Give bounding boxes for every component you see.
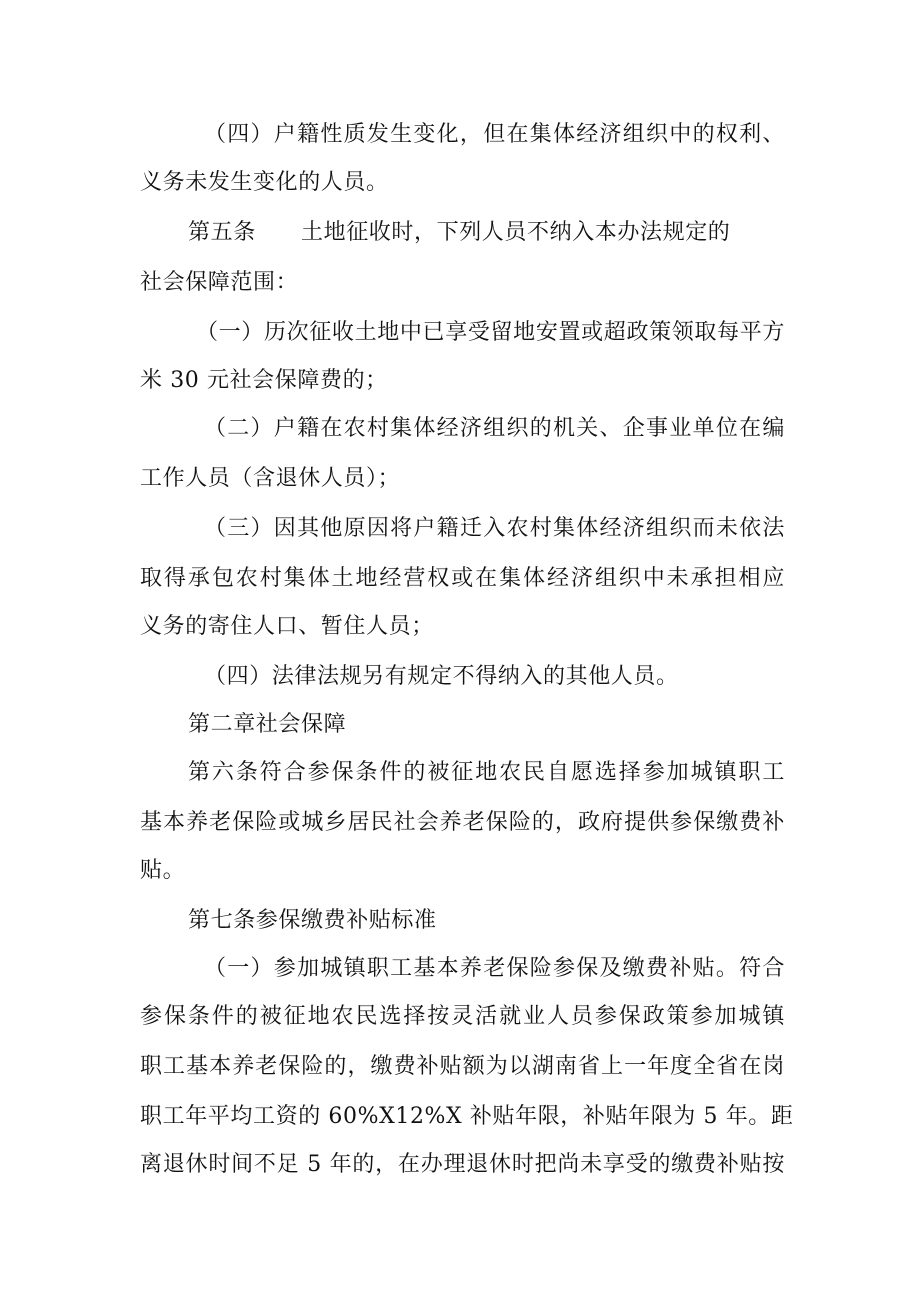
paragraph-line: 义务的寄住人口、暂住人员； xyxy=(140,614,434,639)
paragraph-line: （四）法律法规另有规定不得纳入的其他人员。 xyxy=(204,664,679,689)
article-heading: 第七条参保缴费补贴标准 xyxy=(188,908,437,933)
paragraph-line: 工作人员（含退休人员）； xyxy=(140,466,401,491)
paragraph-line: （四）户籍性质发生变化，但在集体经济组织中的权利、 xyxy=(204,122,785,147)
paragraph-line: 米 30 元社会保障费的； xyxy=(140,368,388,393)
paragraph-line: （一）参加城镇职工基本养老保险参保及缴费补贴。符合 xyxy=(204,956,785,981)
article-heading: 第六条符合参保条件的被征地农民自愿选择参加城镇职工 xyxy=(188,760,785,785)
article-heading: 第五条 土地征收时，下列人员不纳入本办法规定的 xyxy=(188,220,731,245)
paragraph-line: （二）户籍在农村集体经济组织的机关、企事业单位在编 xyxy=(204,416,785,441)
paragraph-line: （一）历次征收土地中已享受留地安置或超政策领取每平方 xyxy=(196,320,785,345)
paragraph-line: 职工年平均工资的 60%X12%X 补贴年限，补贴年限为 5 年。距 xyxy=(140,1104,794,1129)
paragraph-line: 职工基本养老保险的，缴费补贴额为以湖南省上一年度全省在岗 xyxy=(140,1054,785,1079)
paragraph-line: 离退休时间不足 5 年的，在办理退休时把尚未享受的缴费补贴按 xyxy=(140,1152,785,1177)
paragraph-line: 社会保障范围： xyxy=(140,270,299,295)
paragraph-line: 贴。 xyxy=(140,858,186,883)
chapter-heading: 第二章社会保障 xyxy=(188,712,347,737)
paragraph-line: 取得承包农村集体土地经营权或在集体经济组织中未承担相应 xyxy=(140,566,785,591)
paragraph-line: 参保条件的被征地农民选择按灵活就业人员参保政策参加城镇 xyxy=(140,1004,785,1029)
paragraph-line: 基本养老保险或城乡居民社会养老保险的，政府提供参保缴费补 xyxy=(140,810,785,835)
paragraph-line: 义务未发生变化的人员。 xyxy=(140,170,389,195)
paragraph-line: （三）因其他原因将户籍迁入农村集体经济组织而未依法 xyxy=(204,516,785,541)
